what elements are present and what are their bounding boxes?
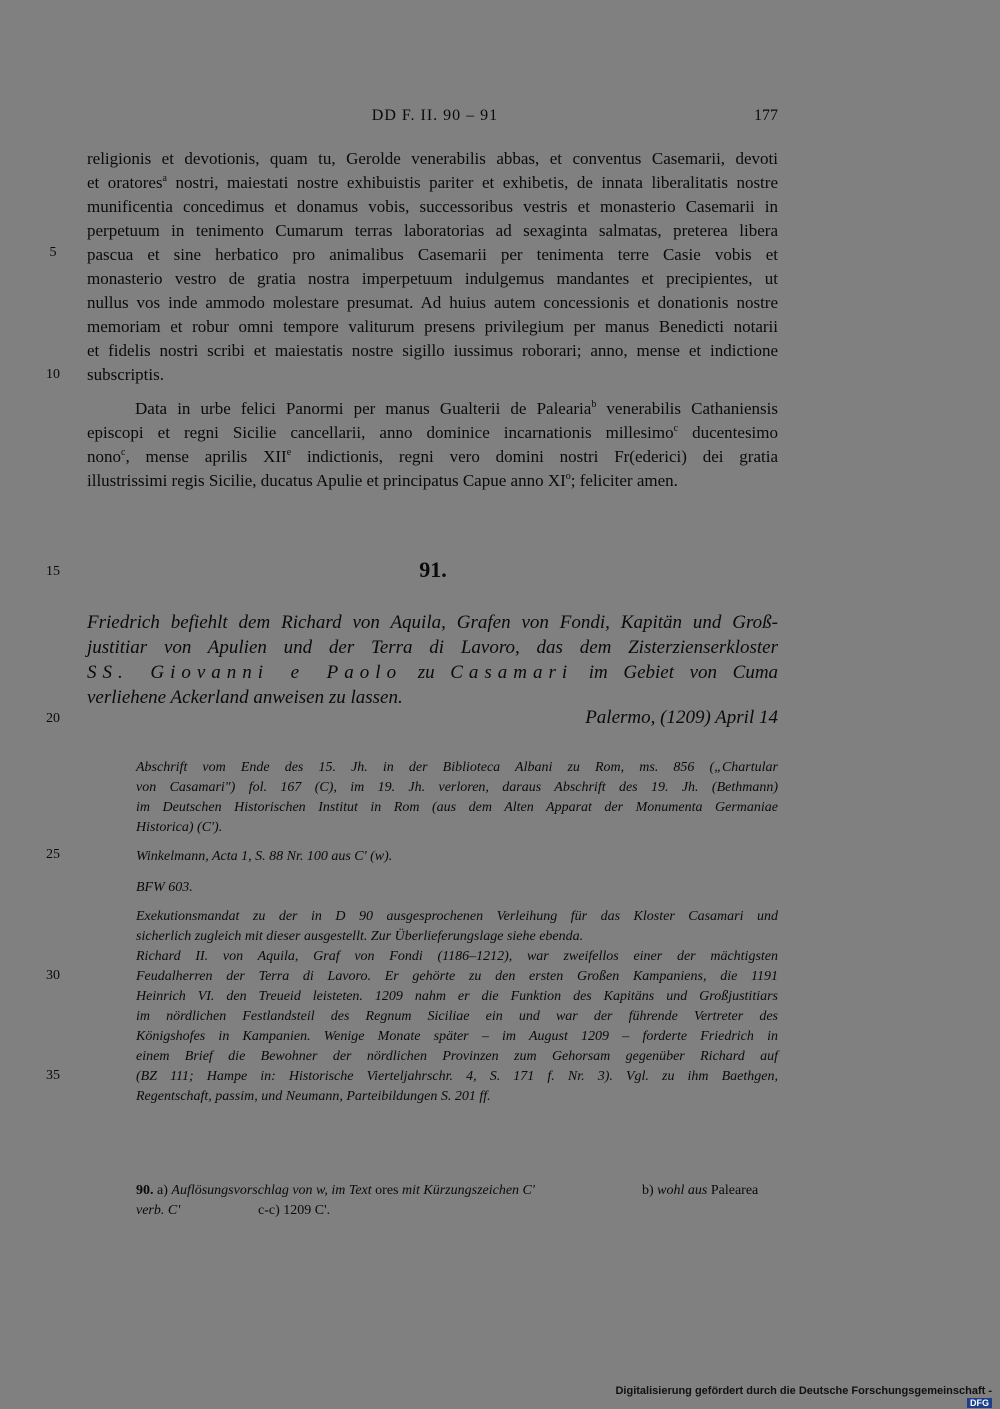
dating-clause: [87, 397, 778, 493]
line-number-35: 35: [46, 1068, 60, 1083]
text-line: Data in urbe felici Panormi per manus Gualterii de Palearia$^b$ venerabilis Cathaniensis: [135, 399, 778, 418]
regest-line: SS. Giovanni e Paolo zu Casamari im Gebiet von Cuma: [87, 662, 779, 683]
footnote-ref-c: c: [673, 423, 679, 434]
regest-line: Friedrich befiehlt dem Richard von Aquila, Grafen von Fondi, Kapitän und Groß-: [87, 612, 778, 633]
footnotes: 90. a) Auflösungsvorschlag von w, im Text ores mit Kürzungszeichen C' b) wohl aus Palearea verb. C' c-c) 1209 C'.: [136, 1183, 759, 1218]
text-line: nono$^c$, mense aprilis XIIe indictionis, regni vero domini nostri Fr(ederici) dei gratia: [87, 447, 778, 466]
footnote-ref-a: a: [162, 173, 167, 184]
regesta-note: BFW 603.: [136, 880, 193, 895]
line-number-10: 10: [46, 367, 60, 382]
running-header: DD F. II. 90 – 91: [371, 107, 499, 124]
text-line: monasterio vestro de gratia nostra imperpetuum indulgemus mandantes et precipientes, ut: [87, 269, 778, 288]
text-line: nullus vos inde ammodo molestare presumat. Ad huius autem concessionis et donationis nostre: [87, 293, 778, 312]
line-number-15: 15: [46, 564, 60, 579]
dfg-logo: DFG: [967, 1398, 992, 1408]
text-line: pascua et sine herbatico pro animalibus Casemarii per tenimenta terre Casie vobis et: [87, 245, 778, 264]
text-line: et oratores$^a$ nostri, maiestati nostre exhibuistis pariter et exhibetis, de innata liberalitatis nostre: [87, 173, 778, 192]
text-line: religionis et devotionis, quam tu, Gerolde venerabilis abbas, et conventus Casemarii, devoti: [87, 149, 778, 168]
commentary: Exekutionsmandat zu der in D 90 ausgesprochenen Verleihung für das Kloster Casamari und sicherlich zugleich mit dieser ausgestellt. Zur Überlieferungslage siehe ebenda. Richard II. von Aquila, Graf von Fondi (1186–1212), war zweifellos einer der mächtigsten Feudalherren der Terra di Lavoro. Er gehörte zu den ersten Großen Kampaniens, die 1191 Heinrich VI. den Treueid leisteten. 1209 nahm er die Funktion des Kapitäns und Großjustitiars im nördlichen Festlandsteil des Regnum Siciliae ein und war der führende Vertreter des Königshofes in Kampanien. Wenige Monate später – im August 1209 – forderte Friedrich in einem Brief die Bewohner der nördlichen Provinzen zum Gehorsam gegenüber Richard auf (BZ 111; Hampe in: Historische Vierteljahrschr. 4, S. 171 f. Nr. 3). Vgl. zu ihm Baethgen, Regentschaft, passim, und Neumann, Parteibildungen S. 201 ff.: [136, 909, 778, 1104]
text-line: episcopi et regni Sicilie cancellarii, anno dominice incarnationis millesimo$^c$ ducentesimo: [87, 423, 779, 442]
dfg-credit: Digitalisierung gefördert durch die Deutsche Forschungsgemeinschaft -DFG: [615, 1385, 992, 1408]
text-line: memoriam et robur omni tempore valiturum presens privilegium per manus Benedicti notarii: [87, 317, 778, 336]
document-90-text: [87, 147, 778, 387]
regest-line: verliehene Ackerland anweisen zu lassen.: [87, 687, 403, 708]
regest: [87, 610, 778, 710]
superscript-o: o: [565, 471, 571, 482]
line-number-20: 20: [46, 711, 60, 726]
text-line: subscriptis.: [87, 365, 164, 384]
edition-note: Winkelmann, Acta 1, S. 88 Nr. 100 aus C' (w).: [136, 849, 393, 864]
text-line: illustrissimi regis Sicilie, ducatus Apulie et principatus Capue anno $XI^o$; feliciter amen.: [87, 471, 678, 490]
line-number-30: 30: [46, 968, 60, 983]
page-number: 177: [754, 107, 778, 124]
line-number-5: 5: [49, 245, 57, 260]
tradition-note: Abschrift vom Ende des 15. Jh. in der Biblioteca Albani zu Rom, ms. 856 („Chartular von Casamari") fol. 167 (C), im 19. Jh. verloren, daraus Abschrift des 19. Jh. (Bethmann) im Deutschen Historischen Institut in Rom (aus dem Alten Apparat der Monumenta Germaniae Historica) (C').: [136, 760, 778, 835]
footnote-ref-b: b: [591, 399, 597, 410]
text-line: et fidelis nostri scribi et maiestatis nostre sigillo iussimus roborari; anno, mense et indictione: [87, 341, 778, 360]
footnote-ref-c: c: [121, 447, 126, 458]
regest-line: justitiar von Apulien und der Terra di Lavoro, das dem Zisterzienserkloster: [87, 637, 778, 658]
footnote-ref-e: e: [286, 447, 292, 458]
issue-date: Palermo, (1209) April 14: [585, 707, 778, 728]
document-number: 91.: [419, 557, 447, 582]
line-number-25: 25: [46, 847, 60, 862]
text-line: perpetuum in tenimento Cumarum terras laboratorias ad sexaginta salmatas, preterea libera: [87, 221, 778, 240]
text-line: munificentia concedimus et donamus vobis, successoribus vestris et monasterio Casemarii in: [87, 197, 778, 216]
footnote-doc-number: 90.: [136, 1183, 154, 1198]
